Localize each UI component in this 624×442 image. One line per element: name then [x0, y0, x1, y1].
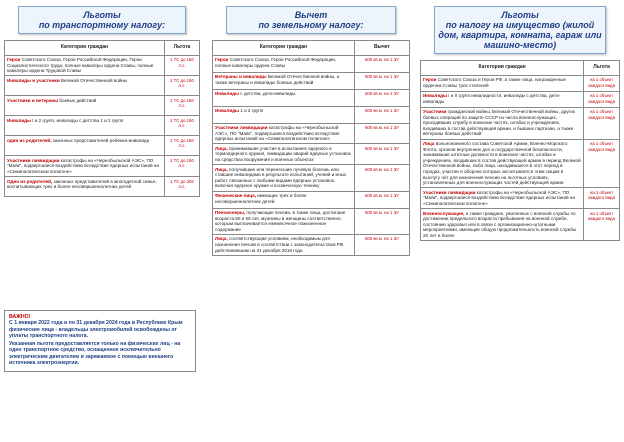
category-highlight: Один из родителей, [7, 178, 53, 184]
benefit-cell: на 1 объект каждого вида [584, 209, 620, 241]
category-text: с детства, дети-инвалиды [238, 91, 296, 97]
category-cell [5, 96, 165, 116]
category-text: I и 2 групп, инвалиды с детства 1 и 2 групп [30, 117, 124, 123]
category-cell [5, 116, 165, 136]
category-text: принимавшие участие в испытаниях ядерного и термоядерного оружия, ликвидации аварий ядерных установок на средствах вооружения и военных объектах [215, 145, 351, 163]
category-highlight: Пенсионеры, [215, 210, 246, 216]
column-header-benefit: Льгота [164, 41, 199, 56]
category-cell [421, 91, 584, 107]
benefit-cell: на 1 объект каждого вида [584, 188, 620, 209]
category-text: соответствующие условиям, необходимым для назначения пенсии в соответствии с законодательством РФ, действовавшим на 31 декабря 2018 года [215, 236, 345, 253]
category-cell [5, 177, 165, 197]
deduction-cell: 600 кв.м. на 1 ЗУ [354, 208, 409, 234]
category-text: Советского Союза, Герои Российской Федерации, полные кавалеры ордена Славы [215, 57, 337, 68]
notice-paragraph: С 1 января 2022 года и по 31 декабря 2024 года в Республике Крым физические лица - владельцы электромобилей освобождены от уплаты транспортного налога. [9, 320, 183, 339]
table-row [5, 177, 200, 197]
property-tax-panel [420, 6, 620, 241]
benefit-cell: на 1 объект каждого вида [584, 91, 620, 107]
category-highlight: Инвалиды и участники [7, 77, 60, 83]
category-highlight: Участники ликвидации [7, 157, 60, 163]
category-highlight: Инвалиды [215, 91, 239, 97]
deduction-cell: 600 кв.м. на 1 ЗУ [354, 191, 409, 208]
category-highlight: Лица, [215, 236, 228, 242]
deduction-cell: 600 кв.м. на 1 ЗУ [354, 89, 409, 106]
category-text: получившие или перенесшие лучевую болезнь или ставшие инвалидами в результате испытаний, учений и иных работ, связанных с любыми видами ядерных установок, включая ядерное оружие и космическую технику [215, 166, 347, 189]
category-highlight: Инвалиды [215, 108, 239, 114]
transport-tax-panel [4, 6, 200, 197]
benefit-cell: 1 ТС до 150 л.с. [164, 96, 199, 116]
column-header-category: Категории граждан [213, 41, 355, 56]
category-highlight: Герои [215, 57, 229, 63]
category-cell [213, 208, 355, 234]
category-cell [421, 188, 584, 209]
category-text: катастрофы на «Чернобыльской АЭС», ПО "Маяк", подвергшиеся воздействию вследствие ядерных испытаний на «Семипалатинском полигоне» [7, 157, 159, 175]
category-text: катастрофы на «Чернобыльской АЭС», ПО "Маяк", подвергшиеся воздействию вследствие ядерных испытаний на «Семипалатинском полигоне» [215, 125, 340, 142]
table-row [5, 116, 200, 136]
category-text: вольнонаемного состава Советской Армии, Военно-Морского Флота, органов внутренних дел и государственной безопасности, занимавшие штатные должности в воинских частях, штабах и учреждениях, входивших в состав действующей армии в период Великой Отечественной войны, либо лица, находившиеся в этот период в городах, участие в обороне которых засчитывается этим лицам в выслугу лет для назначения пенсии на льготных условиях, установленных для военнослужащих частей действующей армии [423, 141, 581, 186]
important-notice-box [4, 310, 196, 372]
category-highlight: Герои [423, 77, 437, 83]
deduction-cell: 600 кв.м. на 1 ЗУ [354, 144, 409, 165]
category-highlight: Ветераны и инвалиды [215, 74, 267, 80]
benefit-cell: 1 ТС до 200 л.с. [164, 177, 199, 197]
category-cell [213, 106, 355, 123]
category-cell [5, 156, 165, 177]
category-highlight: Участники ликвидации [215, 125, 268, 131]
table-row [213, 106, 410, 123]
category-text: Советского Союза и Герои РФ, а также лица, награжденные орденом Славы трех степеней [423, 77, 566, 88]
category-text: катастрофы на «Чернобыльской АЭС», ПО "Маяк", подвергшиеся воздействию вследствие ядерных испытаний на «Семипалатинском полигоне» [423, 189, 575, 206]
deduction-cell: 600 кв.м. на 1 ЗУ [354, 165, 409, 191]
benefit-cell: 1 ТС до 150 л.с. [164, 136, 199, 156]
table-row [213, 89, 410, 106]
category-text: Великой Отечественной войны [59, 77, 128, 83]
category-highlight: один из родителей, [7, 137, 52, 143]
land-tax-title: Вычет [294, 10, 328, 20]
benefit-cell: на 1 объект каждого вида [584, 139, 620, 188]
table-row [213, 208, 410, 234]
category-cell [213, 234, 355, 255]
table-row [213, 144, 410, 165]
table-row [213, 72, 410, 89]
column-header-benefit: Льгота [584, 61, 620, 76]
category-text: боевых действий [58, 97, 97, 103]
property-tax-header [434, 6, 606, 54]
deduction-cell: 600 кв.м. на 1 ЗУ [354, 234, 409, 255]
transport-tax-subtitle: по транспортному налогу: [38, 20, 166, 30]
table-row [213, 165, 410, 191]
table-row [213, 123, 410, 144]
property-tax-title: Льготы [501, 10, 539, 20]
category-cell [5, 136, 165, 156]
table-row [421, 188, 620, 209]
category-cell [5, 76, 165, 96]
benefit-cell: на 1 объект каждого вида [584, 75, 620, 91]
property-tax-table [420, 60, 620, 241]
table-row [213, 234, 410, 255]
category-text: законных представителей в многодетной семье, воспитывающих трех и более несовершеннолетних детей [7, 178, 157, 190]
notice-paragraph: Указанная льгота предоставляется только на физических лиц - на одно транспортное средство, оснащенное исключительно электрическим двигателем и заряжаемое с помощью внешнего источника электроэнергии. [9, 341, 181, 367]
category-cell [421, 139, 584, 188]
category-highlight: Физические лица, [215, 193, 256, 199]
category-text: имеющие трех и более несовершеннолетних детей [215, 193, 307, 204]
category-text: получающие пенсии, в также лица, достигшие возраста 60 и 55 лет, мужчины и женщины соответственно, которым выплачивается ежемесячное пожизненное содержание [215, 210, 346, 232]
category-cell [5, 55, 165, 76]
table-header-row [5, 41, 200, 56]
table-row [421, 209, 620, 241]
column-header-deduction: Вычет [354, 41, 409, 56]
category-cell [213, 55, 355, 72]
land-tax-panel [212, 6, 410, 256]
category-highlight: Лица [423, 141, 435, 147]
column-header-category: Категории граждан [421, 61, 584, 76]
property-tax-subtitle: по налогу на имущество (жилой дом, квартира, комната, гараж или машино-место) [438, 20, 602, 50]
benefit-cell: 1 ТС до 150 л.с. [164, 55, 199, 76]
deduction-cell: 600 кв.м. на 1 ЗУ [354, 123, 409, 144]
category-highlight: Инвалиды [7, 117, 31, 123]
land-tax-table [212, 40, 410, 256]
category-text: Великой Отечественной войны, а также ветераны и инвалиды боевых действий [215, 74, 340, 85]
deduction-cell: 600 кв.м. на 1 ЗУ [354, 106, 409, 123]
category-highlight: Герои [7, 57, 21, 63]
category-highlight: Участники [423, 109, 447, 115]
table-row [421, 139, 620, 188]
category-cell [213, 89, 355, 106]
category-highlight: Участники и ветераны [7, 97, 59, 103]
category-text: законных представителей ребёнка-инвалида [51, 137, 150, 143]
table-row [213, 191, 410, 208]
category-cell [213, 144, 355, 165]
table-header-row [421, 61, 620, 76]
benefit-cell: 1 ТС до 150 л.с. [164, 156, 199, 177]
benefit-cell: 1 ТС до 150 л.с. [164, 76, 199, 96]
category-cell [421, 75, 584, 91]
category-text: гражданской войны, Великой Отечественной войны, других боевых операций по защите СССР из числа военнослужащих, проходивших службу в воинских частях, штабах и учреждениях, входивших в состав действующей армии, и бывших партизан, а также ветераны боевых действий [423, 109, 576, 137]
category-text: Советского Союза, Герои Российской Федерации, Герои Социалистического труда, полные кавалеры ордена Славы, полные кавалеры ордена Трудовой Славы [7, 57, 154, 74]
category-text: а также граждане, уволенные с военной службы по достижении предельного возраста пребывания на военной службе, состоянию здоровья или в связи с организационно-штатными мероприятиями, имеющие общую продолжительность военной службы 20 лет и более [423, 210, 577, 238]
category-cell [213, 165, 355, 191]
column-header-category: Категории граждан [5, 41, 165, 56]
table-row [421, 75, 620, 91]
deduction-cell: 600 кв.м. на 1 ЗУ [354, 72, 409, 89]
notice-title: ВАЖНО! [9, 314, 31, 320]
category-highlight: Инвалиды [423, 93, 447, 99]
table-row [5, 76, 200, 96]
table-header-row [213, 41, 410, 56]
table-row [421, 91, 620, 107]
table-row [213, 55, 410, 72]
table-row [5, 55, 200, 76]
category-cell [421, 107, 584, 139]
land-tax-subtitle: по земельному налогу: [258, 20, 364, 30]
category-cell [213, 123, 355, 144]
deduction-cell: 600 кв.м. на 1 ЗУ [354, 55, 409, 72]
category-highlight: Лица, [215, 166, 228, 172]
table-row [421, 107, 620, 139]
category-highlight: Лица, [215, 145, 228, 151]
category-cell [421, 209, 584, 241]
category-highlight: Военнослужащие, [423, 210, 465, 216]
category-text: 1 и 2 групп [238, 108, 264, 114]
transport-tax-header [18, 6, 186, 34]
benefit-cell: 1 ТС до 150 л.с. [164, 116, 199, 136]
table-row [5, 96, 200, 116]
category-highlight: Участники ликвидации [423, 189, 476, 195]
category-cell [213, 191, 355, 208]
category-text: I и II групп инвалидности; инвалиды с детства, дети-инвалиды [423, 93, 561, 104]
category-cell [213, 72, 355, 89]
transport-tax-title: Льготы [83, 10, 121, 20]
table-row [5, 156, 200, 177]
land-tax-header [226, 6, 396, 34]
table-row [5, 136, 200, 156]
transport-tax-table [4, 40, 200, 197]
benefit-cell: на 1 объект каждого вида [584, 107, 620, 139]
